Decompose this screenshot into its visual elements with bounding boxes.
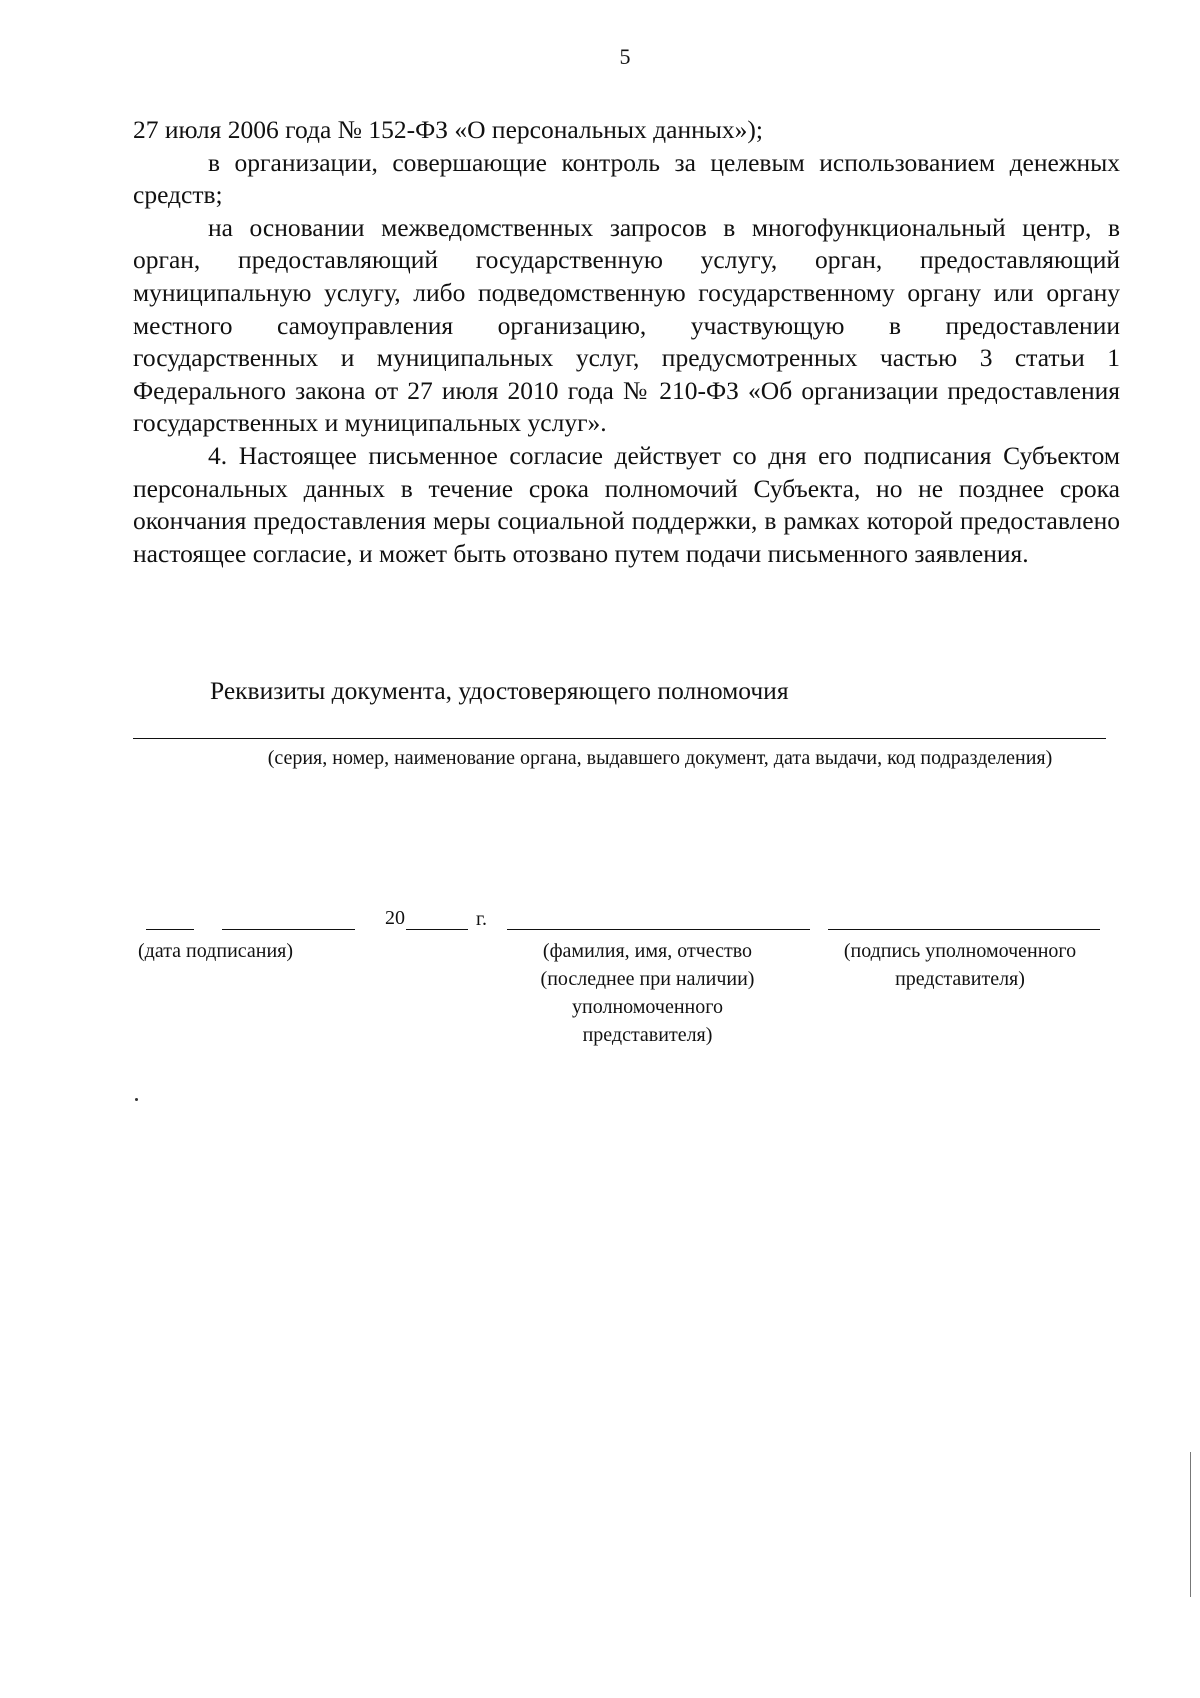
day-fill-line[interactable] <box>146 929 194 930</box>
year-suffix: г. <box>476 908 487 930</box>
scan-speck <box>135 1098 138 1101</box>
fio-fill-line[interactable] <box>507 929 810 930</box>
scan-edge-mark <box>1190 1452 1191 1597</box>
fio-caption: (фамилия, имя, отчество (последнее при наличии) уполномоченного представителя) <box>540 940 755 1046</box>
signature-caption: (подпись уполномоченного представителя) <box>843 940 1077 990</box>
year-fill-line[interactable] <box>406 929 468 930</box>
credentials-title: Реквизиты документа, удостоверяющего полномочия <box>210 676 789 705</box>
page-number: 5 <box>619 44 631 69</box>
year-prefix: 20 <box>385 907 405 929</box>
date-caption: (дата подписания) <box>138 940 294 962</box>
paragraph-clause-4: 4. Настоящее письменное согласие действует со дня его подписания Субъектом персональных данных в течение срока полномочий Субъекта, но не позднее срока окончания предоставления меры социальной поддержки, в рамках которой предоставлено настоящее согласие, и может быть отозвано путем подачи письменного заявления. <box>133 440 1120 568</box>
signature-fill-line[interactable] <box>828 929 1100 930</box>
credentials-fill-line[interactable] <box>133 738 1106 739</box>
document-body <box>133 114 1120 570</box>
paragraph-interagency-requests: на основании межведомственных запросов в многофункциональный центр, в орган, предоставляющий государственную услугу, орган, предоставляющий муниципальную услугу, либо подведомственную государственному органу или органу местного самоуправления организацию, участвующую в предоставлении государственных и муниципальных услуг, предусмотренных частью 3 статьи 1 Федерального закона от 27 июля 2010 года № 210-ФЗ «Об организации предоставления государственных и муниципальных услуг». <box>133 212 1120 438</box>
month-fill-line[interactable] <box>222 929 355 930</box>
paragraph-law-reference: 27 июля 2006 года № 152-ФЗ «О персональных данных»); <box>133 115 763 144</box>
credentials-caption: (серия, номер, наименование органа, выдавшего документ, дата выдачи, код подразделения) <box>267 747 1053 769</box>
paragraph-control-organizations: в организации, совершающие контроль за целевым использованием денежных средств; <box>133 147 1120 210</box>
